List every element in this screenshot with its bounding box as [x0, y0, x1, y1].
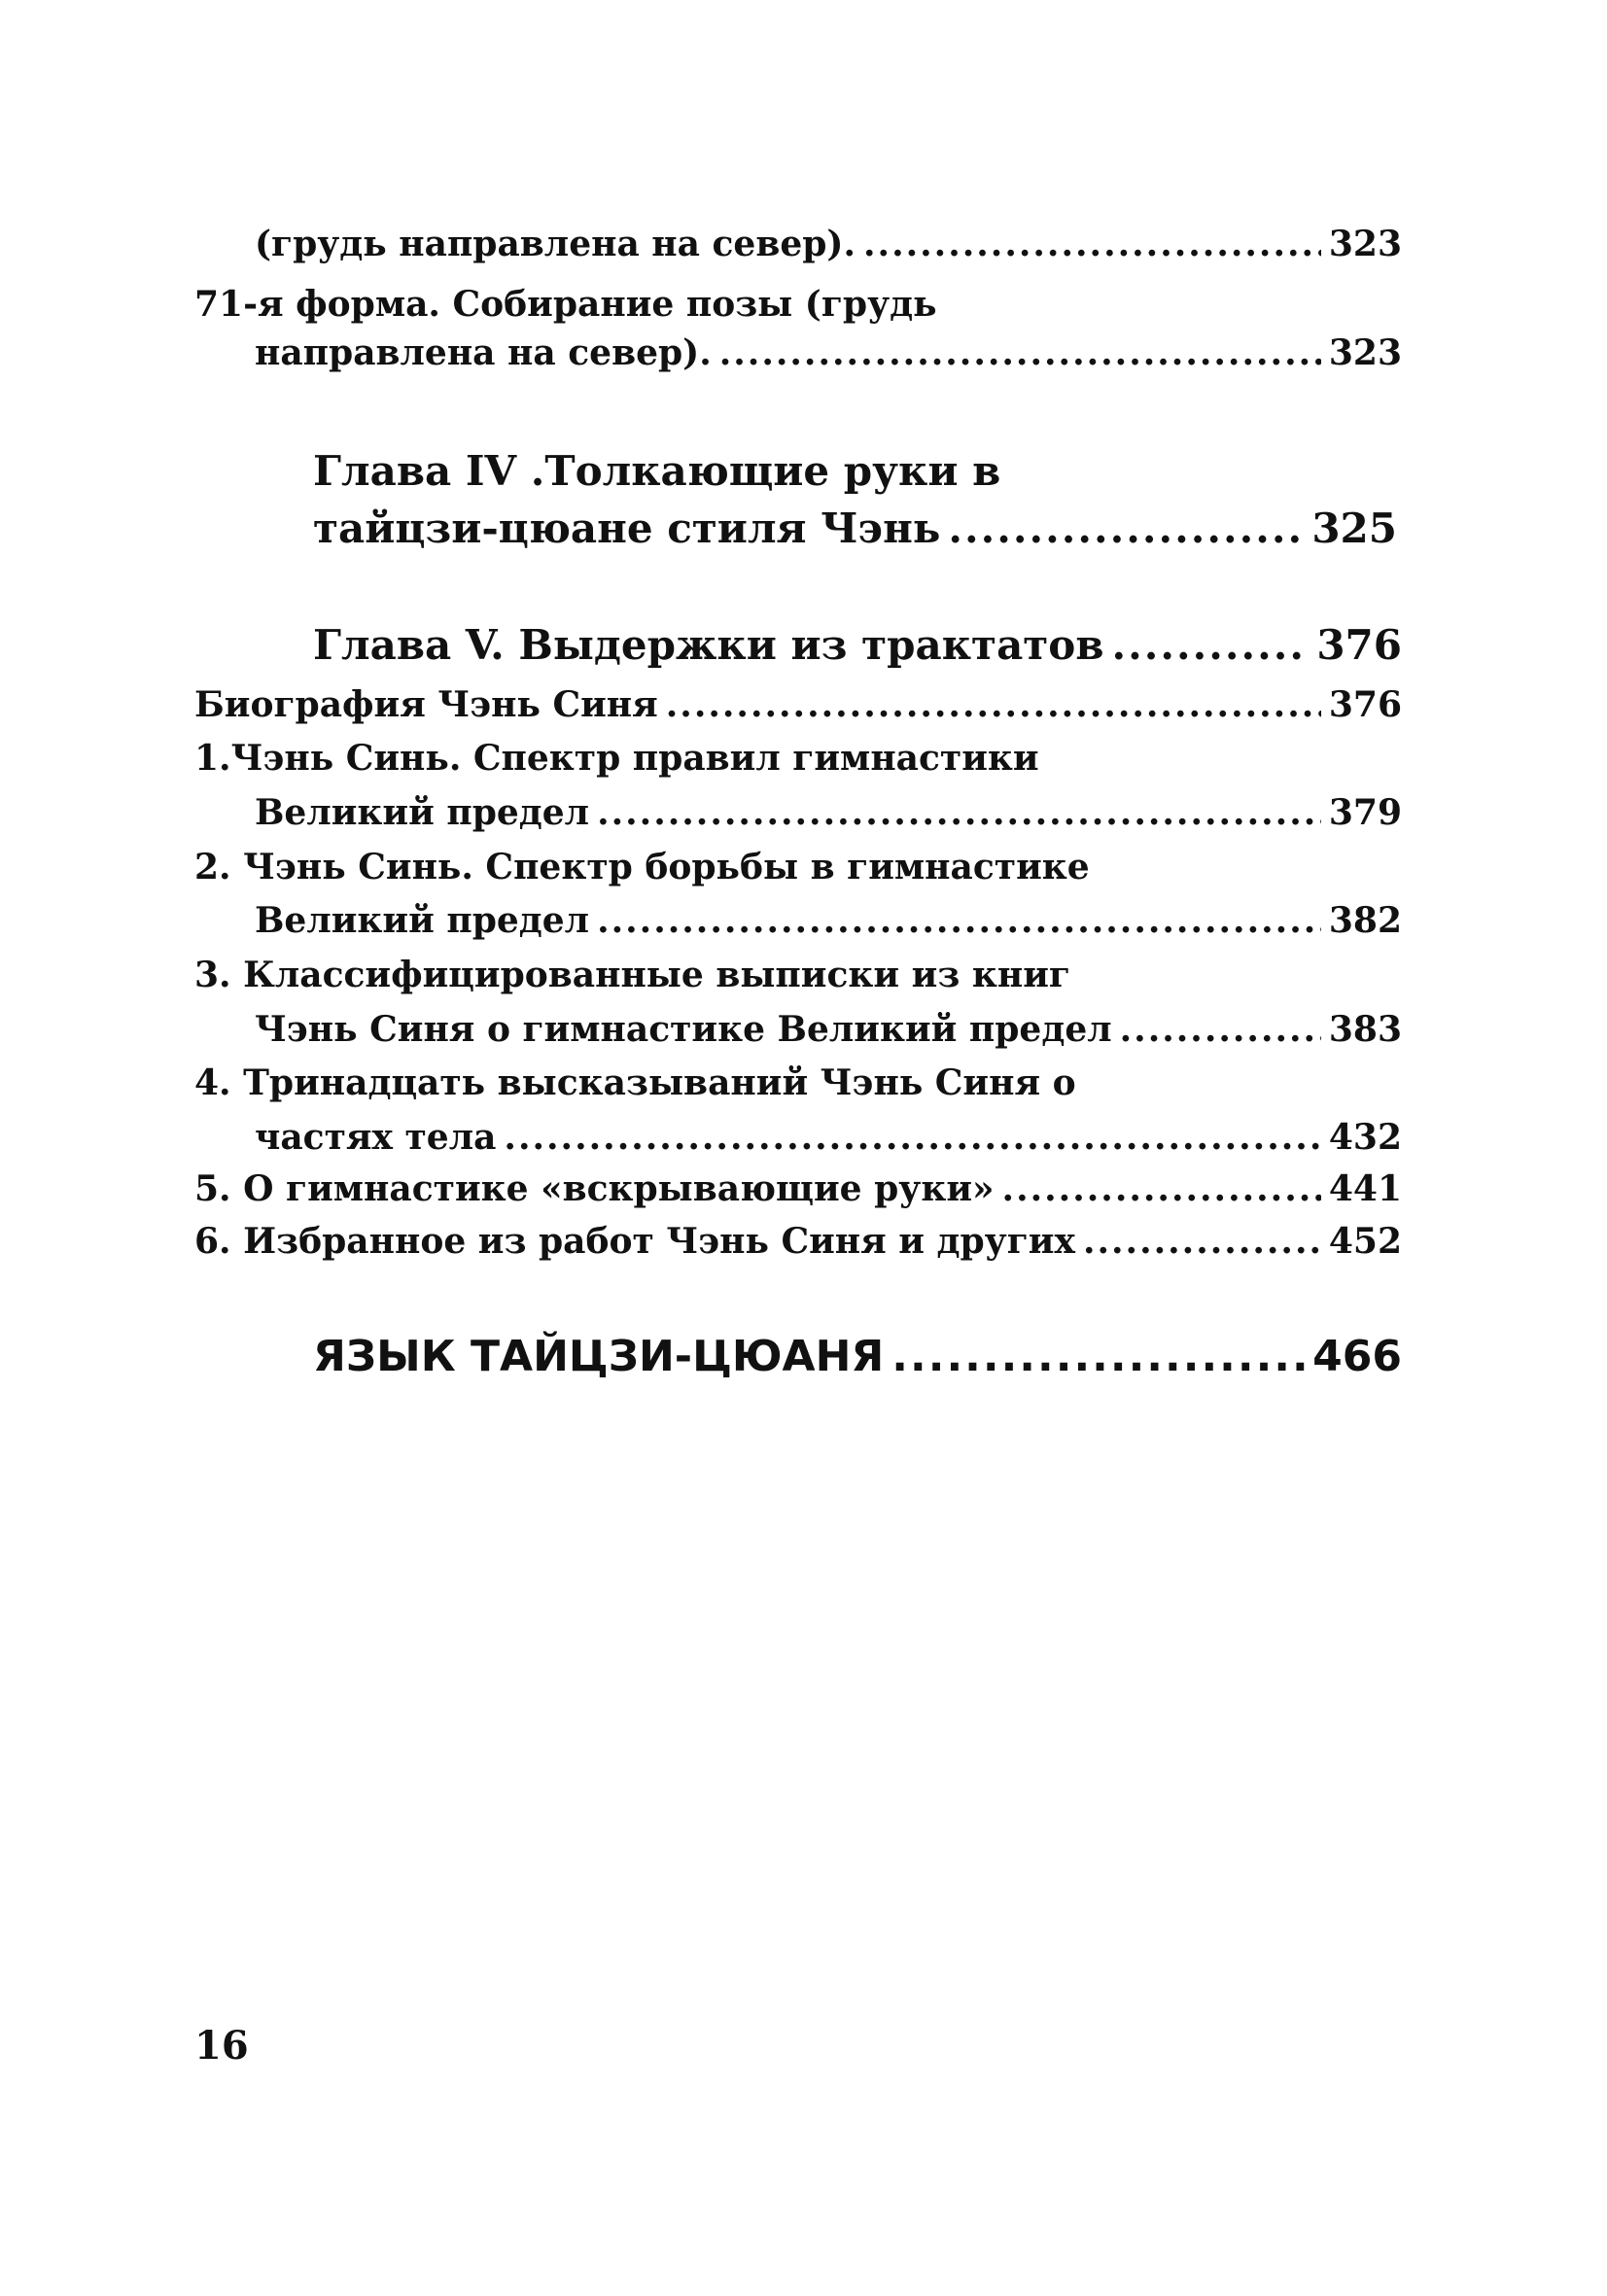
toc-entry-text: Чэнь Синя о гимнастике Великий предел — [255, 1009, 1112, 1050]
toc-entry-page: 323 — [1328, 332, 1402, 373]
toc-entry-page: 325 — [1311, 504, 1397, 552]
toc-entry-text: (грудь направлена на север). — [255, 224, 856, 264]
toc-entry-text: направлена на север). — [255, 332, 712, 373]
toc-entry-text: Великий предел — [255, 792, 590, 833]
toc-entry-text: ЯЗЫК ТАЙЦЗИ-ЦЮАНЯ — [313, 1332, 885, 1381]
toc-entry — [194, 734, 1402, 783]
toc-leader — [1120, 1005, 1321, 1054]
toc-entry-page: 323 — [1328, 224, 1402, 264]
toc-entry — [194, 843, 1402, 891]
toc-leader — [1002, 1165, 1321, 1213]
toc-leader — [719, 329, 1321, 377]
toc-leader — [597, 788, 1321, 837]
toc-entry — [194, 951, 1402, 999]
toc-entry — [255, 788, 1402, 837]
toc-entry-text: 4. Тринадцать высказываний Чэнь Синя о — [194, 1062, 1076, 1103]
toc-entry-page: 383 — [1328, 1009, 1402, 1050]
toc-entry-text: Глава IV .Толкающие руки в — [313, 447, 1001, 495]
toc-entry-page: 376 — [1328, 684, 1402, 725]
toc-leader — [863, 220, 1321, 268]
toc-entry-text: Биография Чэнь Синя — [194, 684, 658, 725]
toc-entry-text: 1.Чэнь Синь. Спектр правил гимнастики — [194, 738, 1039, 779]
toc-leader — [948, 502, 1304, 556]
toc-entry-text: 2. Чэнь Синь. Спектр борьбы в гимнастике — [194, 847, 1090, 887]
final-section-heading — [313, 1328, 1402, 1386]
toc-entry-text: Великий предел — [255, 900, 590, 941]
toc-entry — [194, 280, 1402, 329]
toc-entry-text: 6. Избранное из работ Чэнь Синя и других — [194, 1221, 1075, 1262]
toc-entry — [194, 1165, 1402, 1213]
toc-entry-page: 382 — [1328, 900, 1402, 941]
toc-entry-page: 379 — [1328, 792, 1402, 833]
toc-entry-page: 441 — [1328, 1168, 1402, 1209]
toc-entry-text: 3. Классифицированные выписки из книг — [194, 955, 1070, 995]
chapter-heading — [313, 618, 1402, 673]
toc-entry — [255, 1113, 1402, 1162]
toc-entry-text: частях тела — [255, 1117, 497, 1158]
toc-entry-page: 466 — [1312, 1332, 1402, 1381]
toc-leader — [1083, 1217, 1321, 1266]
toc-entry — [255, 896, 1402, 945]
toc-entry-text: 71-я форма. Собирание позы (грудь — [194, 284, 937, 325]
page-number: 16 — [194, 2023, 249, 2069]
toc-entry — [255, 1005, 1402, 1054]
toc-leader — [504, 1113, 1320, 1162]
toc-leader — [597, 896, 1321, 945]
chapter-heading — [313, 444, 1402, 499]
toc-entry — [194, 1217, 1402, 1266]
toc-entry — [194, 680, 1402, 729]
toc-leader — [1112, 618, 1310, 673]
toc-entry-page: 452 — [1328, 1221, 1402, 1262]
toc-entry — [255, 220, 1402, 268]
toc-entry — [255, 329, 1402, 377]
toc-entry-page: 376 — [1316, 621, 1402, 669]
toc-leader — [666, 680, 1321, 729]
toc-entry-page: 432 — [1328, 1117, 1402, 1158]
toc-entry-text: 5. О гимнастике «вскрывающие руки» — [194, 1168, 995, 1209]
toc-entry-text: Глава V. Выдержки из трактатов — [313, 621, 1104, 669]
chapter-heading — [313, 502, 1397, 556]
toc-entry-text: тайцзи-цюане стиля Чэнь — [313, 504, 941, 552]
toc-entry — [194, 1059, 1402, 1107]
toc-leader — [891, 1328, 1305, 1386]
